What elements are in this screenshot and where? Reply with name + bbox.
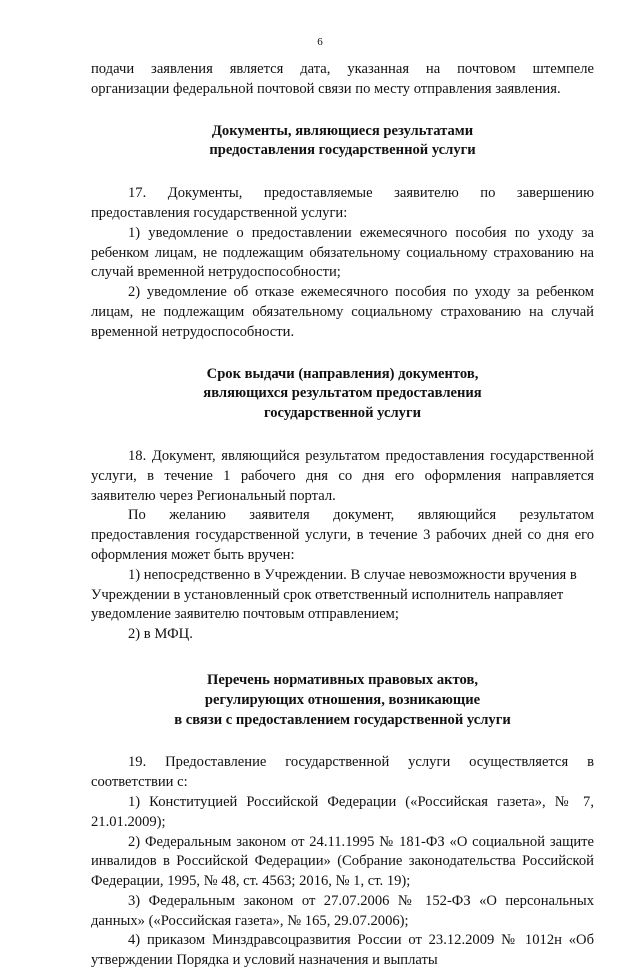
heading-line: являющихся результатом предоставления xyxy=(203,385,482,402)
list-item: 4) приказом Минздравсоцразвития России от 23.12.2009 № 1012н «Об утверждении Порядка и условий назначения и выплаты xyxy=(91,932,594,969)
intro-line-1: подачи заявления является дата, указанная на почтовом штемпеле xyxy=(91,61,594,77)
list-item: 2) уведомление об отказе ежемесячного пособия по уходу за ребенком лицам, не подлежащим обязательному социальному страхованию на случай временной нетрудоспособности. xyxy=(91,284,594,340)
intro-line-2: организации федеральной почтовой связи по месту отправления заявления. xyxy=(91,80,561,97)
list-item: 1) уведомление о предоставлении ежемесячного пособия по уходу за ребенком лицам, не подлежащим обязательному социальному страхованию на случай временной нетрудоспособности; xyxy=(91,224,594,281)
section-heading-deadline xyxy=(91,365,594,424)
list-item: 2) в МФЦ. xyxy=(128,626,193,643)
heading-line: в связи с предоставлением государственной услуги xyxy=(174,711,511,728)
heading-line: регулирующих отношения, возникающие xyxy=(204,691,481,708)
heading-line: государственной услуги xyxy=(263,405,422,422)
list-item: 1) Конституцией Российской Федерации («Российская газета», № 7, 21.01.2009); xyxy=(91,793,594,830)
heading-line: Перечень нормативных правовых актов, xyxy=(206,671,478,688)
heading-line: Документы, являющиеся результатами xyxy=(211,122,474,139)
paragraph-18-wish: По желанию заявителя документ, являющийся результатом предоставления государственной услуги, в течение 3 рабочих дней со дня его оформления может быть вручен: xyxy=(91,507,594,563)
section-heading-acts xyxy=(91,671,594,730)
list-item: 2) Федеральным законом от 24.11.1995 № 181-ФЗ «О социальной защите инвалидов в Российской Федерации» (Собрание законодательства Российской Федерации, 1995, № 48, ст. 4563; 2016, № 1, ст. 19); xyxy=(91,833,594,890)
document-body xyxy=(91,60,594,971)
list-item: 1) непосредственно в Учреждении. В случае невозможности вручения в Учреждении в установленный срок ответственный исполнитель направляет уведомление заявителю почтовым отправлением; xyxy=(91,566,577,623)
list-item: 3) Федеральным законом от 27.07.2006 № 152-ФЗ «О персональных данных» («Российская газета», № 165, 29.07.2006); xyxy=(91,892,594,929)
heading-line: Срок выдачи (направления) документов, xyxy=(206,365,479,382)
section-heading-results xyxy=(91,122,594,162)
intro-paragraph xyxy=(91,60,594,100)
paragraph-18: 18. Документ, являющийся результатом предоставления государственной услуги, в течение 1 рабочего дня со дня его оформления направляется заявителю через Региональный портал. xyxy=(91,447,594,504)
paragraph-19: 19. Предоставление государственной услуги осуществляется в соответствии с: xyxy=(91,754,594,791)
page-number: 6 xyxy=(317,36,323,48)
paragraph-17: 17. Документы, предоставляемые заявителю по завершению предоставления государственной услуги: xyxy=(91,185,594,221)
heading-line: предоставления государственной услуги xyxy=(209,142,476,159)
